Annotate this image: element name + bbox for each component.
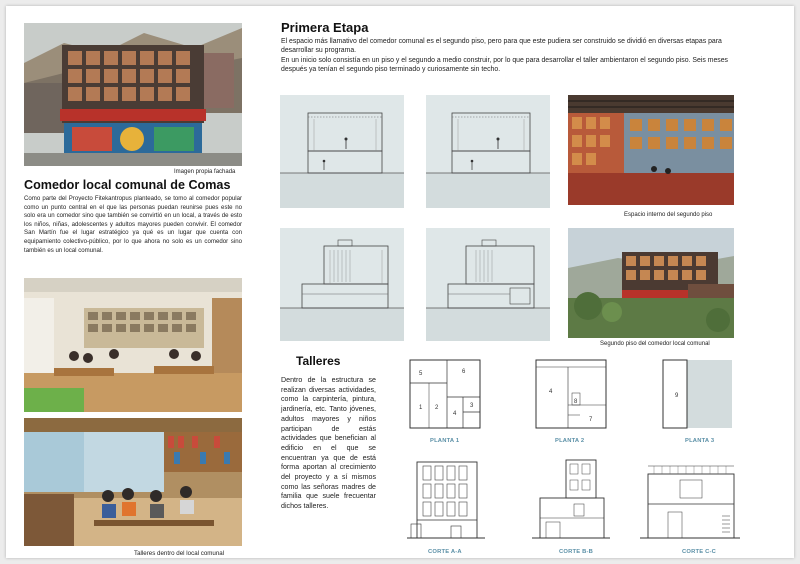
primera-etapa-paragraph-1: El espacio más llamativo del comedor comunal es el segundo piso, pero para que este pudiera ser construido se dividió en diversas etapas para desarrollar su programa. <box>281 38 722 54</box>
second-floor-exterior-caption: Segundo piso del comedor local comunal <box>600 341 710 347</box>
planta-1-room-5: 5 <box>419 371 423 377</box>
planta-3-label: PLANTA 3 <box>685 438 715 444</box>
second-floor-interior-caption: Espacio interno del segundo piso <box>624 212 713 218</box>
talleres-paragraph: Dentro de la estructura se realizan diversas actividades, como la carpintería, pintura, jardinería, etc. Tanto jóvenes, adultos mayores y niños participan de estás actividades que benefician al edificio en el que se encuentran ya que de está forma aportan al crecimiento del proyecto y a sí mismos como las señoras madres de familia que suele frecuentar dichos talleres. <box>281 376 376 511</box>
primera-etapa-title: Primera Etapa <box>281 20 369 35</box>
second-floor-exterior-photo <box>568 228 734 338</box>
section-drawing-3 <box>280 228 404 341</box>
planta-1-drawing <box>407 357 485 432</box>
planta-1-room-2: 2 <box>435 405 439 411</box>
planta-2-room-4: 4 <box>549 389 553 395</box>
document-page <box>6 6 794 558</box>
planta-3-room-9: 9 <box>675 393 679 399</box>
planta-1-label: PLANTA 1 <box>430 438 460 444</box>
facade-photo-caption: Imagen propia fachada <box>174 169 236 175</box>
corte-c-c-label: CORTE C-C <box>682 549 717 555</box>
section-drawing-2 <box>426 95 550 208</box>
section-drawing-4 <box>426 228 550 341</box>
corte-b-b-label: CORTE B-B <box>559 549 594 555</box>
corte-a-a-drawing <box>407 456 485 544</box>
interior-photo <box>24 278 242 412</box>
workshop-photo <box>24 418 242 546</box>
corte-c-c-drawing <box>640 456 740 544</box>
planta-2-label: PLANTA 2 <box>555 438 585 444</box>
workshop-photo-caption: Talleres dentro del local comunal <box>134 550 225 557</box>
facade-photo <box>24 23 242 166</box>
planta-1-room-6: 6 <box>462 369 466 375</box>
left-paragraph: Como parte del Proyecto Fitekantropus planteado, se tomo al comedor popular como un punto central en el que las personas puedan reunirse pues este no solo era un comedor sino que también se convirtió en un local, a través de esto los niños, niñas, adolescentes y adultos mayores pueden convivir. El comedor San Martín fue el lugar estratégico ya qué es un lugar que cuenta con equipamiento colectivo-público, por lo que ahora no solo es un comedor sino también es un local comunal. <box>24 195 242 254</box>
planta-3-drawing <box>657 357 735 432</box>
planta-1-room-4: 4 <box>453 411 457 417</box>
section-drawing-1 <box>280 95 404 208</box>
planta-1-room-3: 3 <box>470 403 474 409</box>
second-floor-interior-photo <box>568 95 734 205</box>
planta-2-room-8: 8 <box>574 399 578 405</box>
primera-etapa-paragraph-2: En un inicio solo consistía en un piso y el segundo a medio construir, por lo que para desarrollar el taller ambientaron el segundo piso. Seis meses después ya tenían el segundo piso terminado y curiosamente sin techo. <box>281 57 728 73</box>
left-title: Comedor local comunal de Comas <box>24 178 231 192</box>
planta-2-drawing <box>532 357 610 432</box>
planta-1-room-1: 1 <box>419 405 423 411</box>
corte-b-b-drawing <box>532 456 610 544</box>
corte-a-a-label: CORTE A-A <box>428 549 462 555</box>
planta-2-room-7: 7 <box>589 417 593 423</box>
talleres-title: Talleres <box>296 354 341 368</box>
